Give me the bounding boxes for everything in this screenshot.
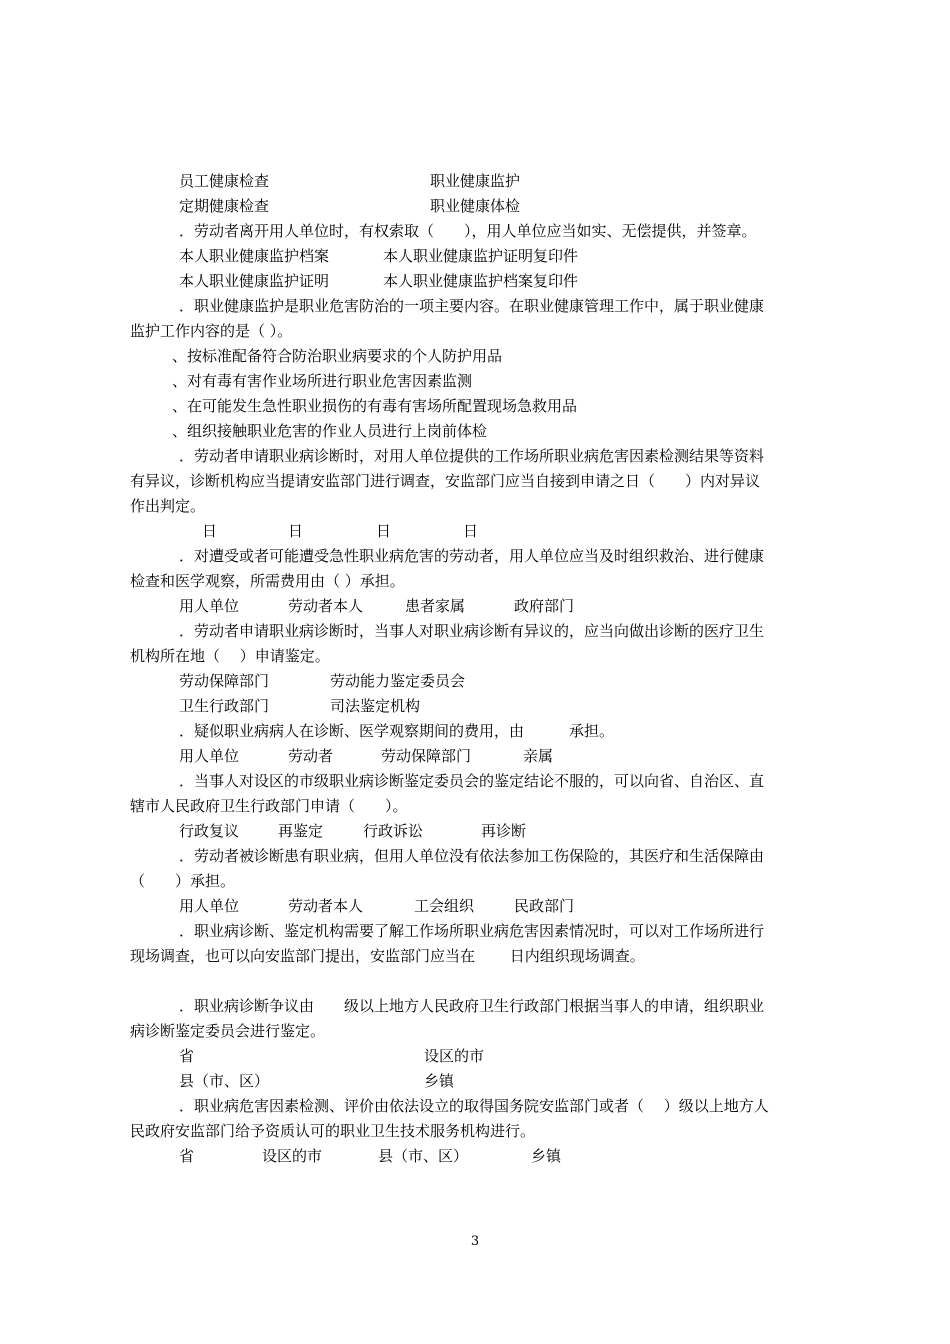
option-c: 卫生行政部门 <box>179 697 270 715</box>
option-d: 本人职业健康监护档案复印件 <box>383 272 579 290</box>
option-a: 劳动保障部门 <box>179 672 270 690</box>
option-b: 劳动者本人 <box>288 597 364 615</box>
option-d: 司法鉴定机构 <box>330 697 421 715</box>
option-b: 劳动能力鉴定委员会 <box>330 672 466 690</box>
option-b: 再鉴定 <box>278 822 324 840</box>
option-c: 患者家属 <box>405 597 466 615</box>
option-b: 职业健康监护 <box>430 172 521 190</box>
question-stem: ．当事人对设区的市级职业病诊断鉴定委员会的鉴定结论不服的，可以向省、自治区、直 <box>179 772 765 790</box>
option-d: 职业健康体检 <box>430 197 521 215</box>
option-b: 本人职业健康监护证明复印件 <box>383 247 579 265</box>
option-a: 员工健康检查 <box>179 172 270 190</box>
question-stem: ．劳动者申请职业病诊断时，对用人单位提供的工作场所职业病危害因素检测结果等资料 <box>179 447 765 465</box>
option-d: 乡镇 <box>531 1147 562 1165</box>
option-c: 定期健康检查 <box>179 197 270 215</box>
option-d: 政府部门 <box>514 597 575 615</box>
question-stem-continued: 作出判定。 <box>130 497 206 515</box>
option-d: 日 <box>463 522 479 540</box>
option-b: 设区的市 <box>262 1147 323 1165</box>
page-number: 3 <box>470 1234 480 1249</box>
question-stem-continued: 病诊断鉴定委员会进行鉴定。 <box>130 1022 326 1040</box>
option-b: 劳动者本人 <box>288 897 364 915</box>
question-stem-continued: 监护工作内容的是（ ）。 <box>130 322 293 340</box>
option-a: 省 <box>179 1147 195 1165</box>
option-d: 乡镇 <box>424 1072 455 1090</box>
question-stem: ．劳动者离开用人单位时，有权索取（ ），用人单位应当如实、无偿提供，并签章。 <box>179 222 757 240</box>
question-stem: ．劳动者申请职业病诊断时，当事人对职业病诊断有异议的，应当向做出诊断的医疗卫生 <box>179 622 765 640</box>
option-b: 日 <box>288 522 304 540</box>
question-stem: ．对遭受或者可能遭受急性职业病危害的劳动者，用人单位应当及时组织救治、进行健康 <box>179 547 765 565</box>
question-stem-continued: （ ）承担。 <box>130 872 236 890</box>
option-a: 行政复议 <box>179 822 240 840</box>
question-stem: ．职业病危害因素检测、评价由依法设立的取得国务院安监部门或者（ ）级以上地方人 <box>179 1097 769 1115</box>
option-d: 民政部门 <box>514 897 575 915</box>
option-b: 、对有毒有害作业场所进行职业危害因素监测 <box>172 372 473 390</box>
option-c: 、在可能发生急性职业损伤的有毒有害场所配置现场急救用品 <box>172 397 578 415</box>
option-c: 工会组织 <box>414 897 475 915</box>
question-stem: ．劳动者被诊断患有职业病，但用人单位没有依法参加工伤保险的，其医疗和生活保障由 <box>179 847 765 865</box>
option-d: 亲属 <box>523 747 554 765</box>
option-c: 日 <box>376 522 392 540</box>
option-c: 劳动保障部门 <box>381 747 472 765</box>
question-stem-continued: 民政府安监部门给予资质认可的职业卫生技术服务机构进行。 <box>130 1122 536 1140</box>
option-d: 、组织接触职业危害的作业人员进行上岗前体检 <box>172 422 488 440</box>
option-a: 本人职业健康监护档案 <box>179 247 330 265</box>
question-stem-continued: 辖市人民政府卫生行政部门申请（ ）。 <box>130 797 408 815</box>
option-c: 县（市、区） <box>378 1147 469 1165</box>
option-c: 本人职业健康监护证明 <box>179 272 330 290</box>
option-a: 用人单位 <box>179 897 240 915</box>
option-a: 用人单位 <box>179 597 240 615</box>
question-stem: ．职业健康监护是职业危害防治的一项主要内容。在职业健康管理工作中，属于职业健康 <box>179 297 765 315</box>
option-c: 县（市、区） <box>179 1072 270 1090</box>
option-b: 劳动者 <box>288 747 334 765</box>
option-a: 用人单位 <box>179 747 240 765</box>
option-d: 再诊断 <box>481 822 527 840</box>
question-stem-continued: 有异议，诊断机构应当提请安监部门进行调查，安监部门应当自接到申请之日（ ）内对异议 <box>130 472 761 490</box>
option-b: 设区的市 <box>424 1047 485 1065</box>
question-stem-continued: 检查和医学观察，所需费用由（ ）承担。 <box>130 572 405 590</box>
question-stem: ．职业病诊断、鉴定机构需要了解工作场所职业病危害因素情况时，可以对工作场所进行 <box>179 922 765 940</box>
option-a: 省 <box>179 1047 195 1065</box>
question-stem-continued: 现场调查，也可以向安监部门提出，安监部门应当在 日内组织现场调查。 <box>130 947 645 965</box>
question-stem: ．职业病诊断争议由 级以上地方人民政府卫生行政部门根据当事人的申请，组织职业 <box>179 997 765 1015</box>
question-stem-continued: 机构所在地（ ）申请鉴定。 <box>130 647 330 665</box>
option-a: 、按标准配备符合防治职业病要求的个人防护用品 <box>172 347 503 365</box>
question-stem: ．疑似职业病病人在诊断、医学观察期间的费用，由 承担。 <box>179 722 615 740</box>
option-c: 行政诉讼 <box>363 822 424 840</box>
option-a: 日 <box>202 522 218 540</box>
